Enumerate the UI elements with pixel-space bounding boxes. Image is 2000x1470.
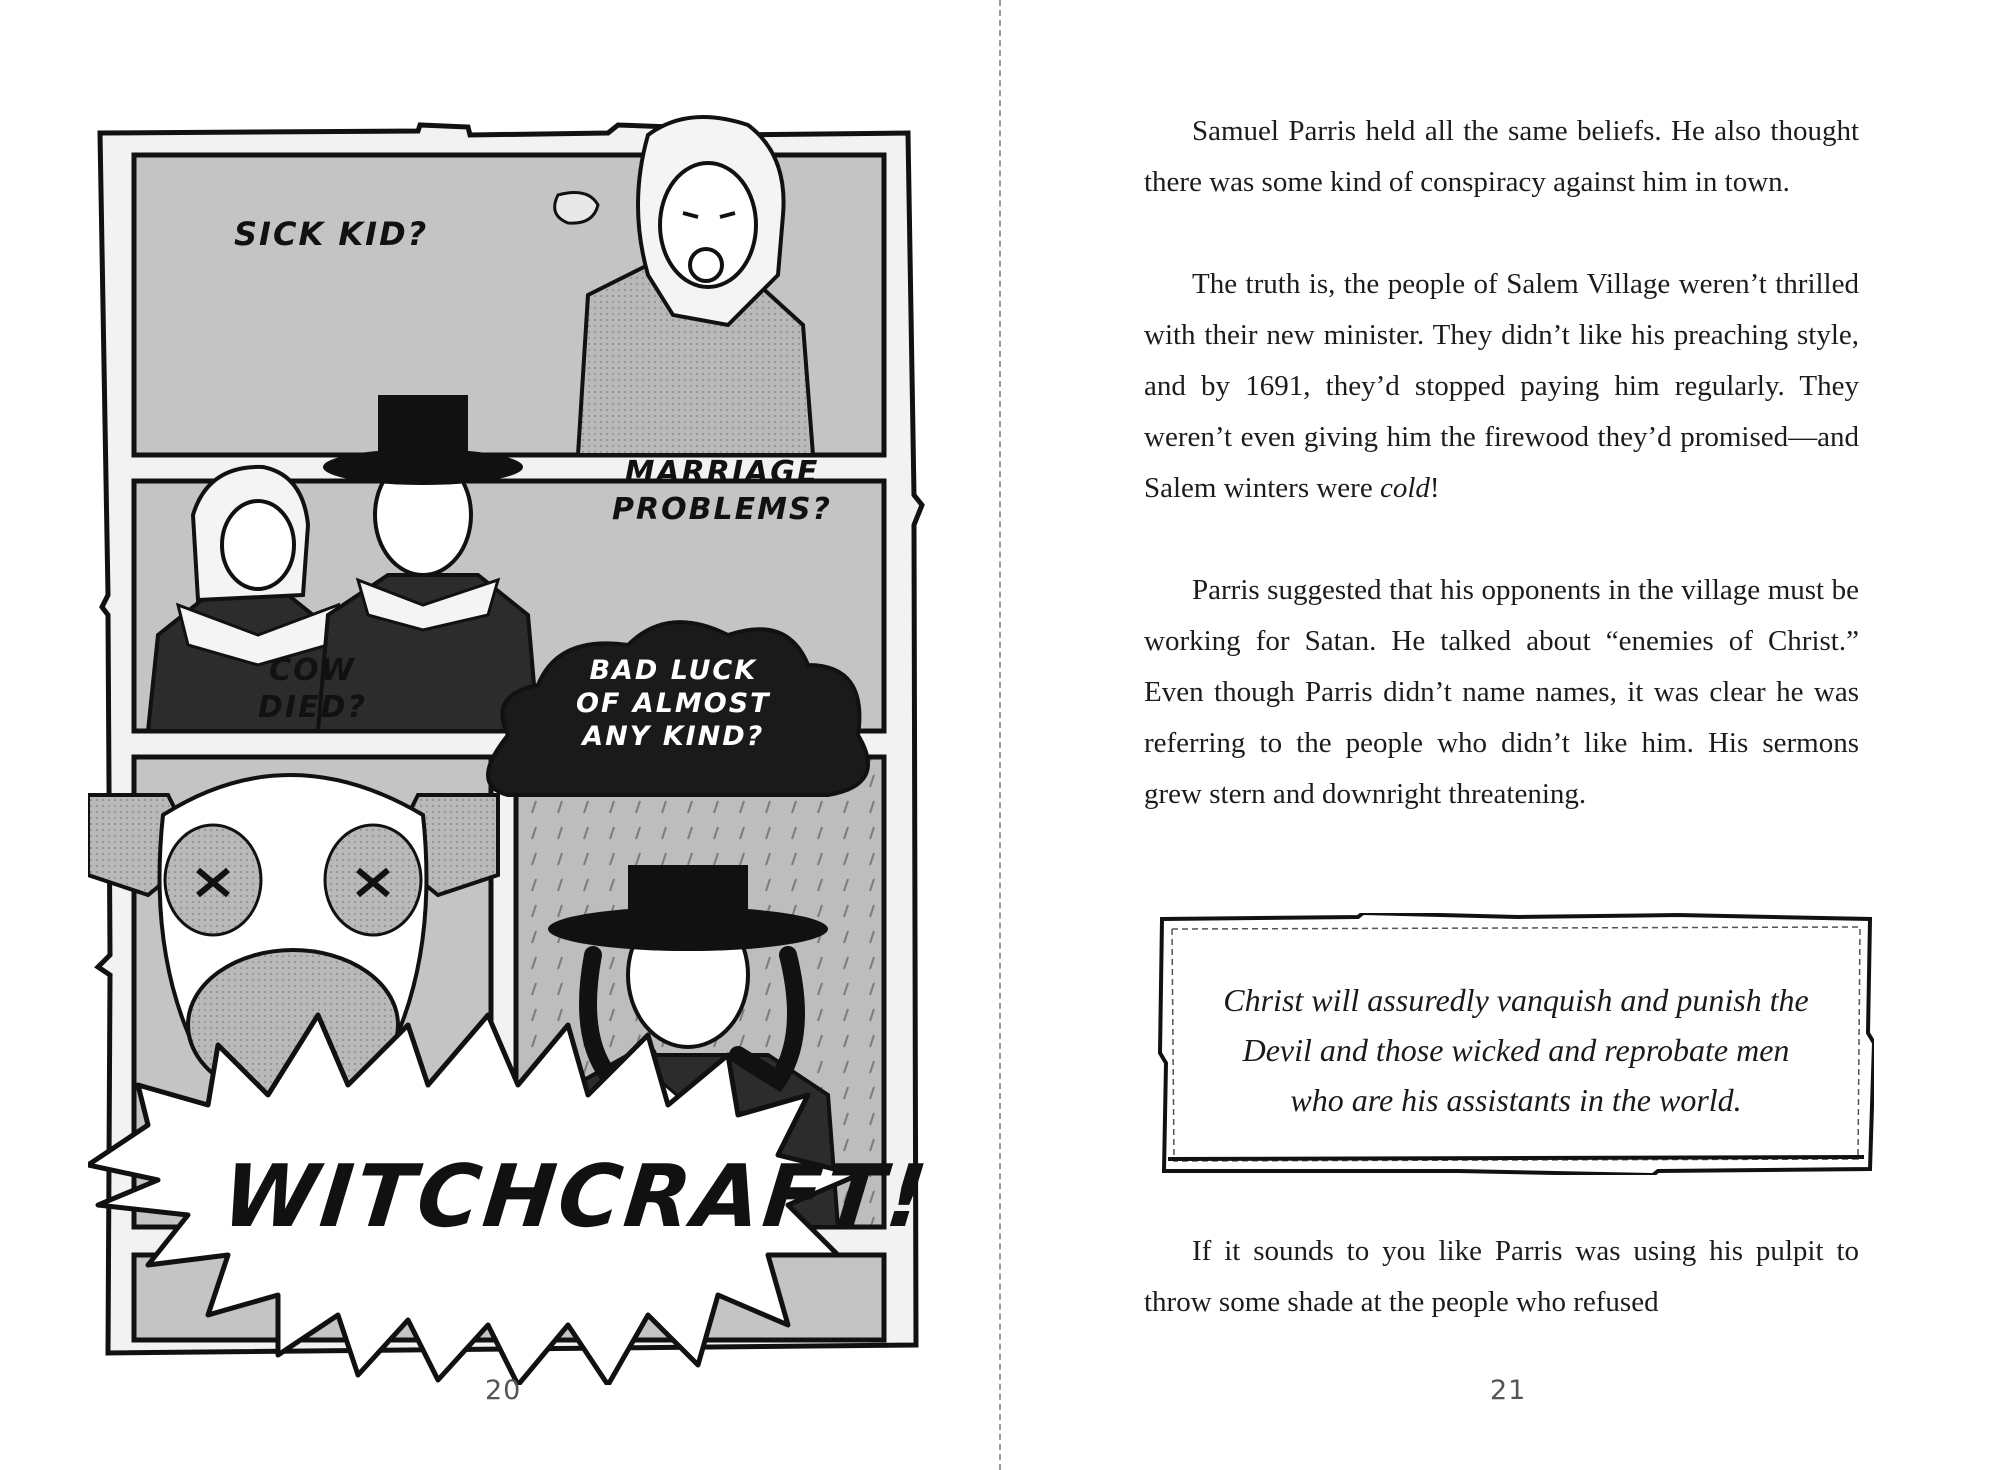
caption-cow-line-1: COW — [269, 653, 356, 688]
caption-cow-died — [258, 653, 367, 726]
caption-sick-kid: SICK KID? — [234, 215, 429, 253]
paragraph-2-emphasis: cold — [1379, 472, 1430, 504]
quote-text: Christ will assuredly vanquish and punish the Devil and those wicked and reprobate men who are his assistants in the world. — [1223, 982, 1809, 1118]
caption-marriage-problems — [612, 455, 832, 528]
paragraph-2-end: ! — [1429, 472, 1440, 504]
left-page — [0, 0, 998, 1470]
witchcraft-sound-effect: WITCHCRAFT! — [217, 1147, 935, 1247]
right-page — [1002, 0, 2000, 1470]
paragraph-4: If it sounds to you like Parris was using his pulpit to throw some shade at the people who refused — [1144, 1235, 1859, 1318]
paragraph-2 — [1144, 259, 1859, 514]
caption-bad-luck-line-1: BAD LUCK — [589, 655, 758, 686]
quote-box — [1158, 913, 1874, 1175]
caption-cow-line-2: DIED? — [258, 689, 367, 725]
caption-bad-luck-line-2: OF ALMOST — [576, 687, 771, 719]
paragraph-2-text: The truth is, the people of Salem Village weren’t thrilled with their new minister. They didn’t like his preaching style, and by 1691, they’d stopped paying him regularly. They weren’t even giving him the firewood they’d promised—and Salem winters were — [1144, 268, 1859, 504]
caption-marriage-line-1: MARRIAGE — [624, 455, 820, 490]
comic-illustration — [88, 95, 948, 1385]
caption-marriage-line-2: PROBLEMS? — [612, 491, 832, 527]
caption-bad-luck-line-3: ANY KIND? — [582, 720, 765, 752]
paragraph-1: Samuel Parris held all the same beliefs. He also thought there was some kind of conspiracy against him in town. — [1144, 115, 1859, 198]
page-number-right: 21 — [1490, 1375, 1527, 1406]
caption-bad-luck — [576, 655, 771, 754]
paragraph-3: Parris suggested that his opponents in the village must be working for Satan. He talked about “enemies of Christ.” Even though Parris didn’t name names, it was clear he was referring to the people who didn’t like him. His sermons grew stern and downright threatening. — [1144, 574, 1859, 810]
page-number-left: 20 — [485, 1375, 522, 1406]
page-gutter — [999, 0, 1001, 1470]
